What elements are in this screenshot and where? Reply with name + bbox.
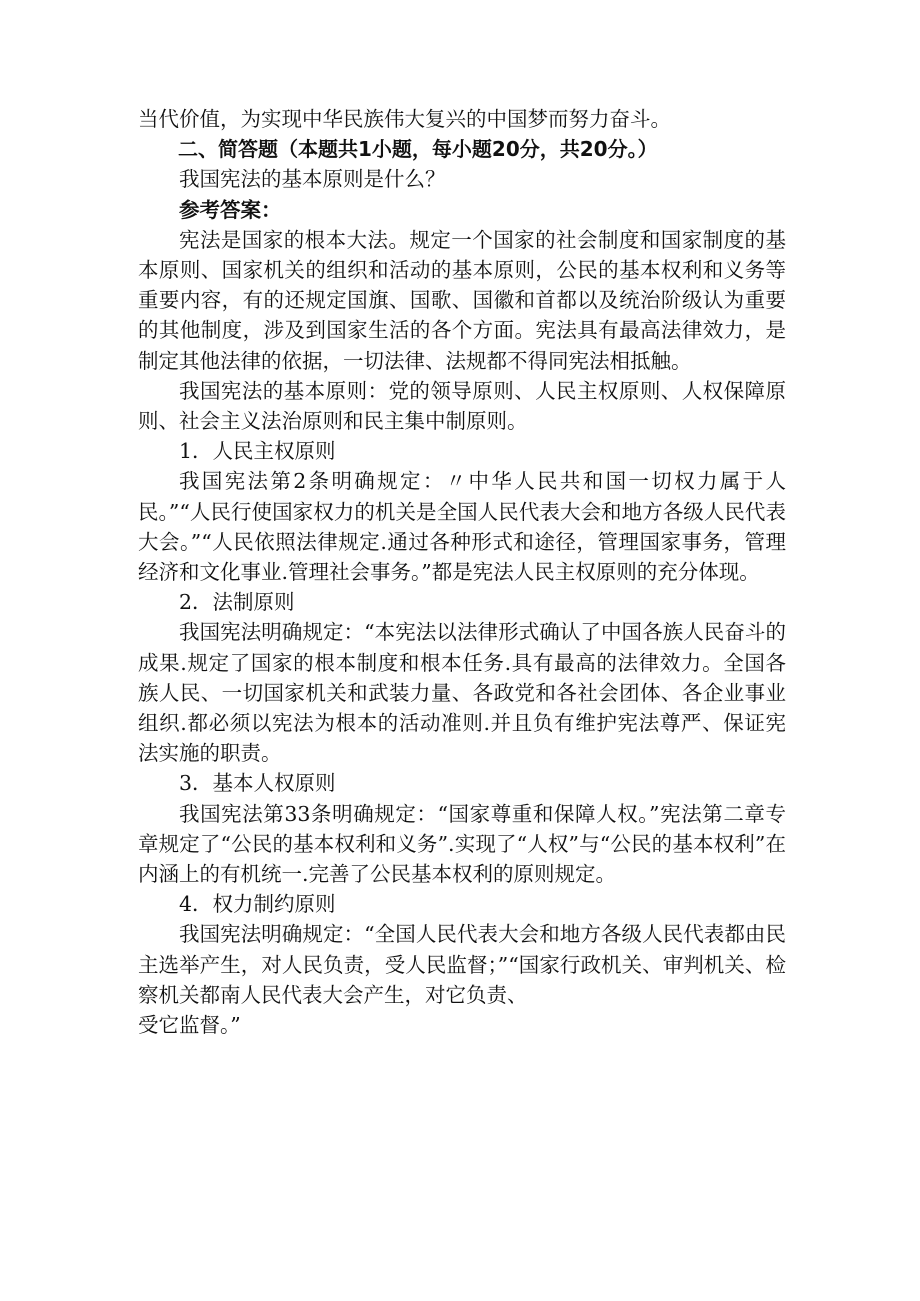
principle-2-title: 2．法制原则 <box>179 590 295 615</box>
section-heading: 二、简答题（本题共1小题，每小题20分，共20分。） <box>178 137 658 162</box>
principle-3-title: 3．基本人权原则 <box>179 771 336 796</box>
principle-4-text: 我国宪法明确规定：“全国人民代表大会和地方各级人民代表都由民主选举产生，对人民负责，受人民监督；”“国家行政机关、审判机关、检察机关都南人民代表大会产生，对它负责、 <box>138 922 786 1007</box>
principle-3-text: 我国宪法第33条明确规定：“国家尊重和保障人权。”宪法第二章专章规定了“公民的基本权利和义务”.实现了“人权”与“公民的基本权利”在内涵上的有机统一.完善了公民基本权利的原则规定。 <box>138 801 786 887</box>
document-page <box>138 104 786 1040</box>
principle-1-text: 我国宪法第2条明确规定：〃中华人民共和国一切权力属于人民。”“人民行使国家权力的机关是全国人民代表大会和地方各级人民代表大会。”“人民依照法律规定.通过各种形式和途径，管理国家事务，管理经济和文化事业.管理社会事务。”都是宪法人民主权原则的充分体现。 <box>138 469 786 585</box>
answer-paragraph-1: 宪法是国家的根本大法。规定一个国家的社会制度和国家制度的基本原则、国家机关的组织和活动的基本原则，公民的基本权利和义务等重要内容，有的还规定国旗、国歌、国徽和首都以及统治阶级认为重要的其他制度，涉及到国家生活的各个方面。宪法具有最高法律效力，是制定其他法律的依据，一切法律、法规都不得同宪法相抵触。 <box>138 227 786 373</box>
principle-4-tail: 受它监督。” <box>138 1013 241 1038</box>
intro-continuation: 当代价值，为实现中华民族伟大复兴的中国梦而努力奋斗。 <box>138 107 671 131</box>
principle-2-text: 我国宪法明确规定：“本宪法以法律形式确认了中国各族人民奋斗的成果.规定了国家的根本制度和根本任务.具有最高的法律效力。全国各族人民、一切国家机关和武装力量、各政党和各社会团体、各企业事业组织.都必须以宪法为根本的活动准则.并且负有维护宪法尊严、保证宪法实施的职责。 <box>138 620 786 766</box>
answer-paragraph-2: 我国宪法的基本原则：党的领导原则、人民主权原则、人权保障原则、社会主义法治原则和民主集中制原则。 <box>138 378 786 434</box>
principle-4-title: 4．权力制约原则 <box>179 892 336 917</box>
question-text: 我国宪法的基本原则是什么？ <box>179 167 446 192</box>
principle-1-title: 1．人民主权原则 <box>179 439 336 464</box>
answer-label: 参考答案： <box>179 197 282 222</box>
principle-4-paragraph <box>138 919 786 1040</box>
